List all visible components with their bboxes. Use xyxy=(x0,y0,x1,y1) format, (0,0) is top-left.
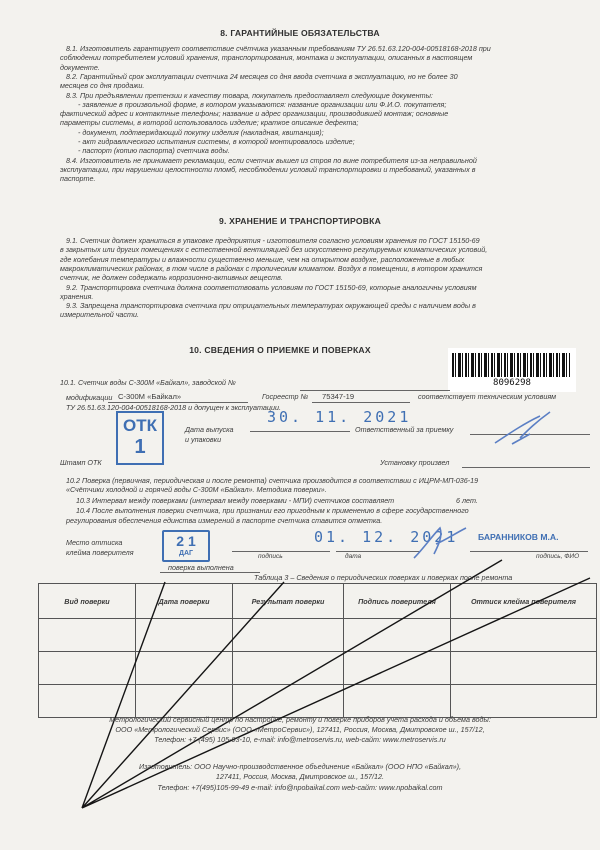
release-date-label: Дата выпуска xyxy=(185,425,234,434)
verification-text-2: «Счётчики холодной и горячей воды С-300М «Байкал». Методика поверки». xyxy=(66,485,327,494)
paragraph-line: измерительной части. xyxy=(60,310,139,320)
col-type: Вид поверки xyxy=(39,584,136,619)
interval-text: 10.3 Интервал между поверками (интервал между поверками - МПИ) счетчиков составляет xyxy=(76,496,395,505)
service-center-line-2: ООО «Метрологический Сервис» (ООО «МетроСервис»), 127411, Россия, Москва, Дмитровское ш., 157/12, xyxy=(115,725,485,734)
place-label-2: клейма поверителя xyxy=(66,548,134,557)
section-8-title: 8. ГАРАНТИЙНЫЕ ОБЯЗАТЕЛЬСТВА xyxy=(220,28,380,38)
tu-line: ТУ 26.51.63.120-004-00518168-2018 и допущен к эксплуатации. xyxy=(66,403,282,412)
otk-stamp-number: 1 xyxy=(134,436,146,458)
modification-label: модификации xyxy=(66,393,113,402)
verifier-name: БАРАННИКОВ М.А. xyxy=(478,532,559,542)
interval-years: 6 лет. xyxy=(456,496,478,505)
paragraph-line: - документ, подтверждающий покупку изделия (накладная, квитанция); xyxy=(78,127,324,137)
paragraph-line: 8.2. Гарантийный срок эксплуатации счетчика 24 месяцев со дня ввода счетчика в эксплуатацию, но не более 30 xyxy=(66,71,458,81)
paragraph-line: где колебания температуры и влажности существенно меньше, чем на открытом воздухе, расположенные в любых xyxy=(60,254,465,264)
conformity-text: соответствует техническим условиям xyxy=(418,392,557,401)
otk-stamp-title: ОТК xyxy=(123,416,157,435)
section-10-title: 10. СВЕДЕНИЯ О ПРИЕМКЕ И ПОВЕРКАХ xyxy=(189,345,371,355)
col-stamp: Оттиск клейма поверителя xyxy=(451,584,597,619)
paragraph-line: фактический адрес и контактные телефоны; название и адрес организации, производившей монтаж; основные xyxy=(60,109,449,119)
verification-date-value: 01. 12. 2021 xyxy=(314,528,459,546)
meter-serial-label: 10.1. Счетчик воды С-300М «Байкал», заводской № xyxy=(60,378,236,387)
paragraph-line: - заявление в произвольной форме, в котором указываются: название организации или Ф.И.О. покупателя; xyxy=(78,99,447,109)
verification-text-1: 10.2 Поверка (первичная, периодическая и после ремонта) счетчика производится в соответствии с ИЦРМ-МП-036-19 xyxy=(66,476,479,485)
paragraph-line: документе. xyxy=(60,62,100,72)
fio-caption: подпись, ФИО xyxy=(536,553,580,560)
service-center-line-3: Телефон: +7 (495) 105-93-10, e-mail: info@metroservis.ru, web-сайт: www.metroservis.ru xyxy=(154,735,446,744)
paragraph-line: 9.1. Счетчик должен храниться в упаковке предприятия - изготовителя согласно условиям хранения по ГОСТ 15150-69 xyxy=(66,236,480,245)
verifier-mark-code: ДАГ xyxy=(178,550,193,557)
release-date-value: 30. 11. 2021 xyxy=(267,408,412,426)
paragraph-line: месяцев со дня продажи. xyxy=(60,81,145,91)
responsible-label: Ответственный за приемку xyxy=(355,425,454,434)
paragraph-line: хранения. xyxy=(60,291,94,301)
paragraph-line: 8.4. Изготовитель не принимает рекламации, если счетчик вышел из строя по вине потребителя из-за неправильной xyxy=(66,155,477,165)
paragraph-line: - паспорт (копию паспорта) счетчика воды. xyxy=(78,146,230,156)
col-signature: Подпись поверителя xyxy=(344,584,451,619)
paragraph-line: счетчик, не должен содержать коррозионно-активных веществ. xyxy=(60,273,283,283)
paragraph-line: паспорте. xyxy=(60,174,96,184)
after-verification-text-2: регулирования обеспечения единства измерений в паспорте счетчика ставится отметка. xyxy=(66,516,383,525)
gosreestr-value: 75347-19 xyxy=(322,392,355,401)
installer-label: Установку произвел xyxy=(380,458,450,467)
paragraph-line: 9.3. Запрещена транспортировка счетчика при отрицательных температурах окружающей среды с наличием воды в xyxy=(66,301,476,311)
sign-caption: подпись xyxy=(258,553,283,560)
release-pack-label: и упаковки xyxy=(185,435,222,444)
service-center-line-1: Метрологический сервисный центр по настройке, ремонту и поверке приборов учета расхода и объема воды: xyxy=(109,715,491,724)
barcode-number: 8096298 xyxy=(493,378,531,388)
paragraph-line: 8.1. Изготовитель гарантирует соответствие счётчика указанным требованиям ТУ 26.51.63.120-004-00518168-2018 при xyxy=(66,44,491,53)
verifier-mark-number: 2 1 xyxy=(176,533,196,549)
stamp-otk-label: Штамп ОТК xyxy=(60,458,102,467)
paragraph-line: в закрытых или других помещениях с естественной вентиляцией без искусственно регулируемых климатических условий, xyxy=(60,245,488,255)
after-verification-text-1: 10.4 После выполнения поверки счетчика, при признании его пригодным к применению в сфере государственного xyxy=(76,506,469,515)
table-caption: Таблица 3 – Сведения о периодических поверках и поверках после ремонта xyxy=(254,573,513,582)
section-9-title: 9. ХРАНЕНИЕ И ТРАНСПОРТИРОВКА xyxy=(219,216,381,226)
col-result: Результат поверки xyxy=(233,584,344,619)
date-caption: дата xyxy=(345,553,362,560)
done-label: поверка выполнена xyxy=(168,563,234,572)
manufacturer-line-1: Изготовитель: ООО Научно-производственное объединение «Байкал» (ООО НПО «Байкал»), xyxy=(138,762,462,771)
paragraph-line: соблюдении потребителем условий хранения, транспортирования, монтажа и эксплуатации, описанных в настоящем xyxy=(60,53,473,63)
col-date: Дата поверки xyxy=(136,584,233,619)
manufacturer-line-2: 127411, Россия, Москва, Дмитровское ш., 157/12. xyxy=(215,772,385,781)
gosreestr-label: Госреестр № xyxy=(262,392,309,401)
paragraph-line: - акт гидравлического испытания системы, в которой монтировалось изделие; xyxy=(78,137,355,146)
paragraph-line: эксплуатации, при нарушении целостности пломб, несоблюдении условий транспортировки и требований, указанных в xyxy=(60,164,476,174)
modification-value: С-300М «Байкал» xyxy=(118,392,182,401)
manufacturer-line-3: Телефон: +7(495)105-99-49 e-mail: info@npobaikal.com web-сайт: www.npobaikal.com xyxy=(157,783,443,792)
paragraph-line: макроклиматических районах, в том числе в районах с тропическим климатом. Воздух в помещении, в котором хранится xyxy=(60,263,483,273)
paragraph-line: параметры системы, в которой использовалось изделие; краткое описание дефекта; xyxy=(60,118,359,128)
paragraph-line: 8.3. При предъявлении претензии к качеству товара, покупатель предоставляет следующие документы: xyxy=(66,90,433,100)
place-label-1: Место оттиска xyxy=(66,538,123,547)
paragraph-line: 9.2. Транспортировка счетчика должна соответствовать условиям по ГОСТ 15150-69, которые аналогичны условиям xyxy=(66,282,477,292)
